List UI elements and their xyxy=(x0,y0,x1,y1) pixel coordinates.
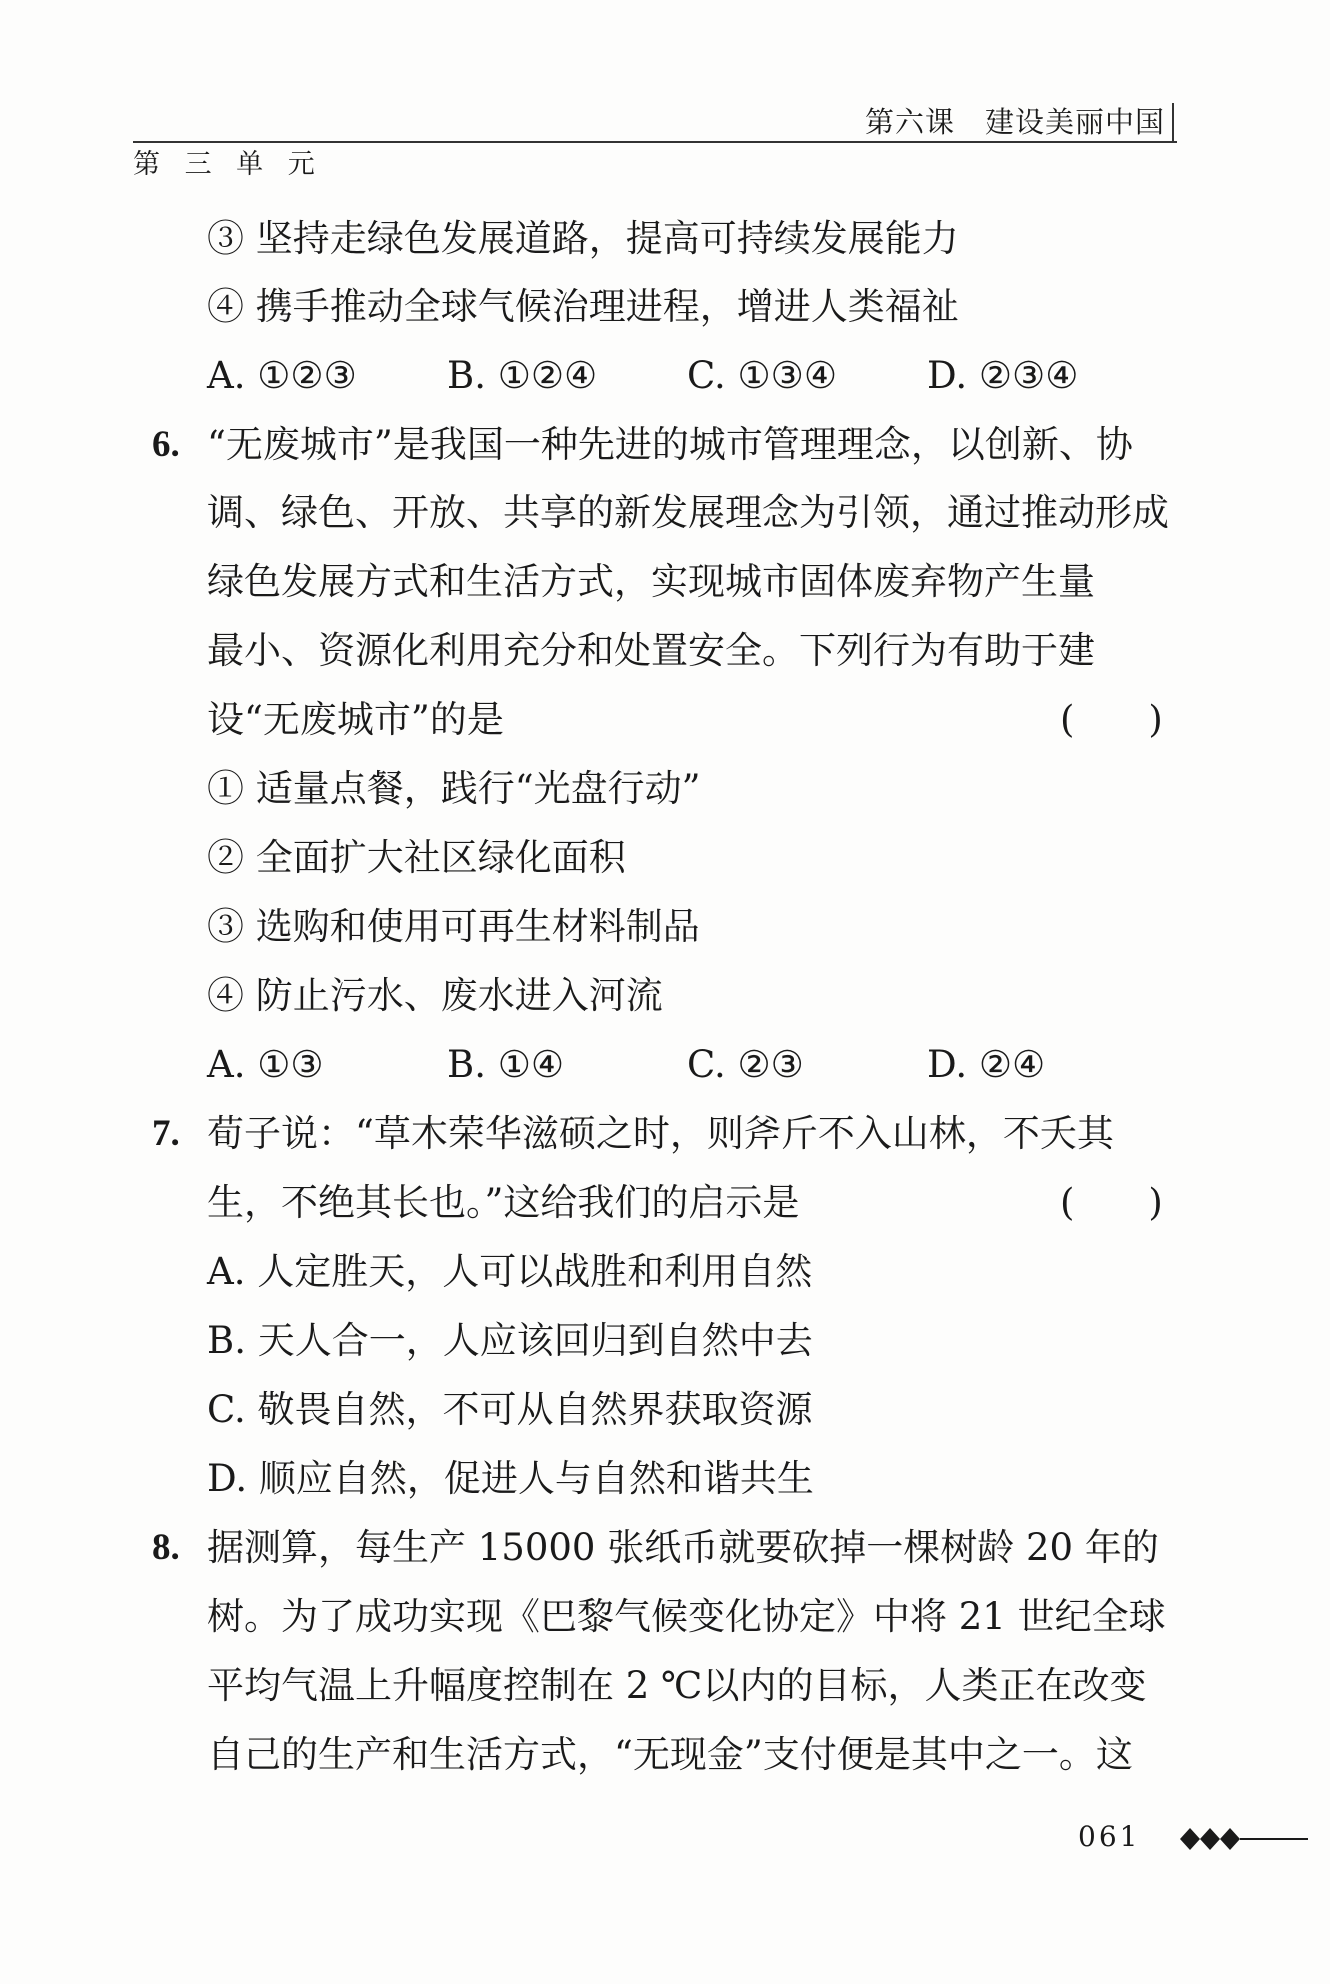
q6-stem-line-5: 设“无废城市”的是 xyxy=(207,698,504,741)
q6-choice-c: C. ②③ xyxy=(687,1043,804,1086)
q5-choice-d: D. ②③④ xyxy=(927,354,1079,397)
lesson-title: 第六课 建设美丽中国 xyxy=(864,105,1165,139)
q6-option-1: ① 适量点餐，践行“光盘行动” xyxy=(207,767,701,810)
q7-option-b: B. 天人合一，人应该回归到自然中去 xyxy=(207,1319,813,1362)
q7-number: 7. xyxy=(152,1113,180,1154)
q5-choice-c: C. ①③④ xyxy=(687,354,838,397)
header-rule xyxy=(133,141,1177,143)
page-number: 061 xyxy=(1078,1820,1141,1853)
q6-option-3: ③ 选购和使用可再生材料制品 xyxy=(207,905,700,948)
q6-stem-line-2: 调、绿色、开放、共享的新发展理念为引领，通过推动形成 xyxy=(207,491,1169,534)
q8-stem-line-3: 平均气温上升幅度控制在 2 ℃以内的目标，人类正在改变 xyxy=(207,1664,1147,1707)
header-vertical-rule xyxy=(1172,103,1174,143)
q6-option-2: ② 全面扩大社区绿化面积 xyxy=(207,836,626,879)
q7-stem-line-2: 生，不绝其长也。”这给我们的启示是 xyxy=(207,1181,800,1224)
q8-stem-line-1: 据测算，每生产 15000 张纸币就要砍掉一棵树龄 20 年的 xyxy=(207,1526,1159,1569)
q7-option-a: A. 人定胜天，人可以战胜和利用自然 xyxy=(207,1250,813,1293)
q6-option-4: ④ 防止污水、废水进入河流 xyxy=(207,974,663,1017)
q8-stem-line-4: 自己的生产和生活方式，“无现金”支付便是其中之一。这 xyxy=(207,1733,1133,1776)
q7-option-c: C. 敬畏自然，不可从自然界获取资源 xyxy=(207,1388,813,1431)
q8-stem-line-2: 树。为了成功实现《巴黎气候变化协定》中将 21 世纪全球 xyxy=(207,1595,1166,1638)
q5-choice-a: A. ①②③ xyxy=(207,354,357,397)
q5-option-4: ④ 携手推动全球气候治理进程，增进人类福祉 xyxy=(207,285,959,328)
q7-answer-blank: ( ) xyxy=(1060,1181,1163,1224)
diamond-ornament-icon xyxy=(1180,1824,1310,1854)
q8-number: 8. xyxy=(152,1527,180,1568)
q5-option-3: ③ 坚持走绿色发展道路，提高可持续发展能力 xyxy=(207,217,959,260)
unit-label: 第 三 单 元 xyxy=(133,149,323,180)
q6-choice-d: D. ②④ xyxy=(927,1043,1046,1086)
q7-stem-line-1: 荀子说：“草木荣华滋硕之时，则斧斤不入山林，不夭其 xyxy=(207,1112,1114,1155)
q6-answer-blank: ( ) xyxy=(1060,698,1163,741)
q6-choice-b: B. ①④ xyxy=(447,1043,565,1086)
q6-stem-line-3: 绿色发展方式和生活方式，实现城市固体废弃物产生量 xyxy=(207,560,1095,603)
q5-choice-b: B. ①②④ xyxy=(447,354,598,397)
q6-stem-line-1: “无废城市”是我国一种先进的城市管理理念，以创新、协 xyxy=(207,423,1133,466)
q6-choice-a: A. ①③ xyxy=(207,1043,324,1086)
q6-number: 6. xyxy=(152,424,180,465)
q7-option-d: D. 顺应自然，促进人与自然和谐共生 xyxy=(207,1457,814,1500)
q6-stem-line-4: 最小、资源化利用充分和处置安全。下列行为有助于建 xyxy=(207,629,1095,672)
